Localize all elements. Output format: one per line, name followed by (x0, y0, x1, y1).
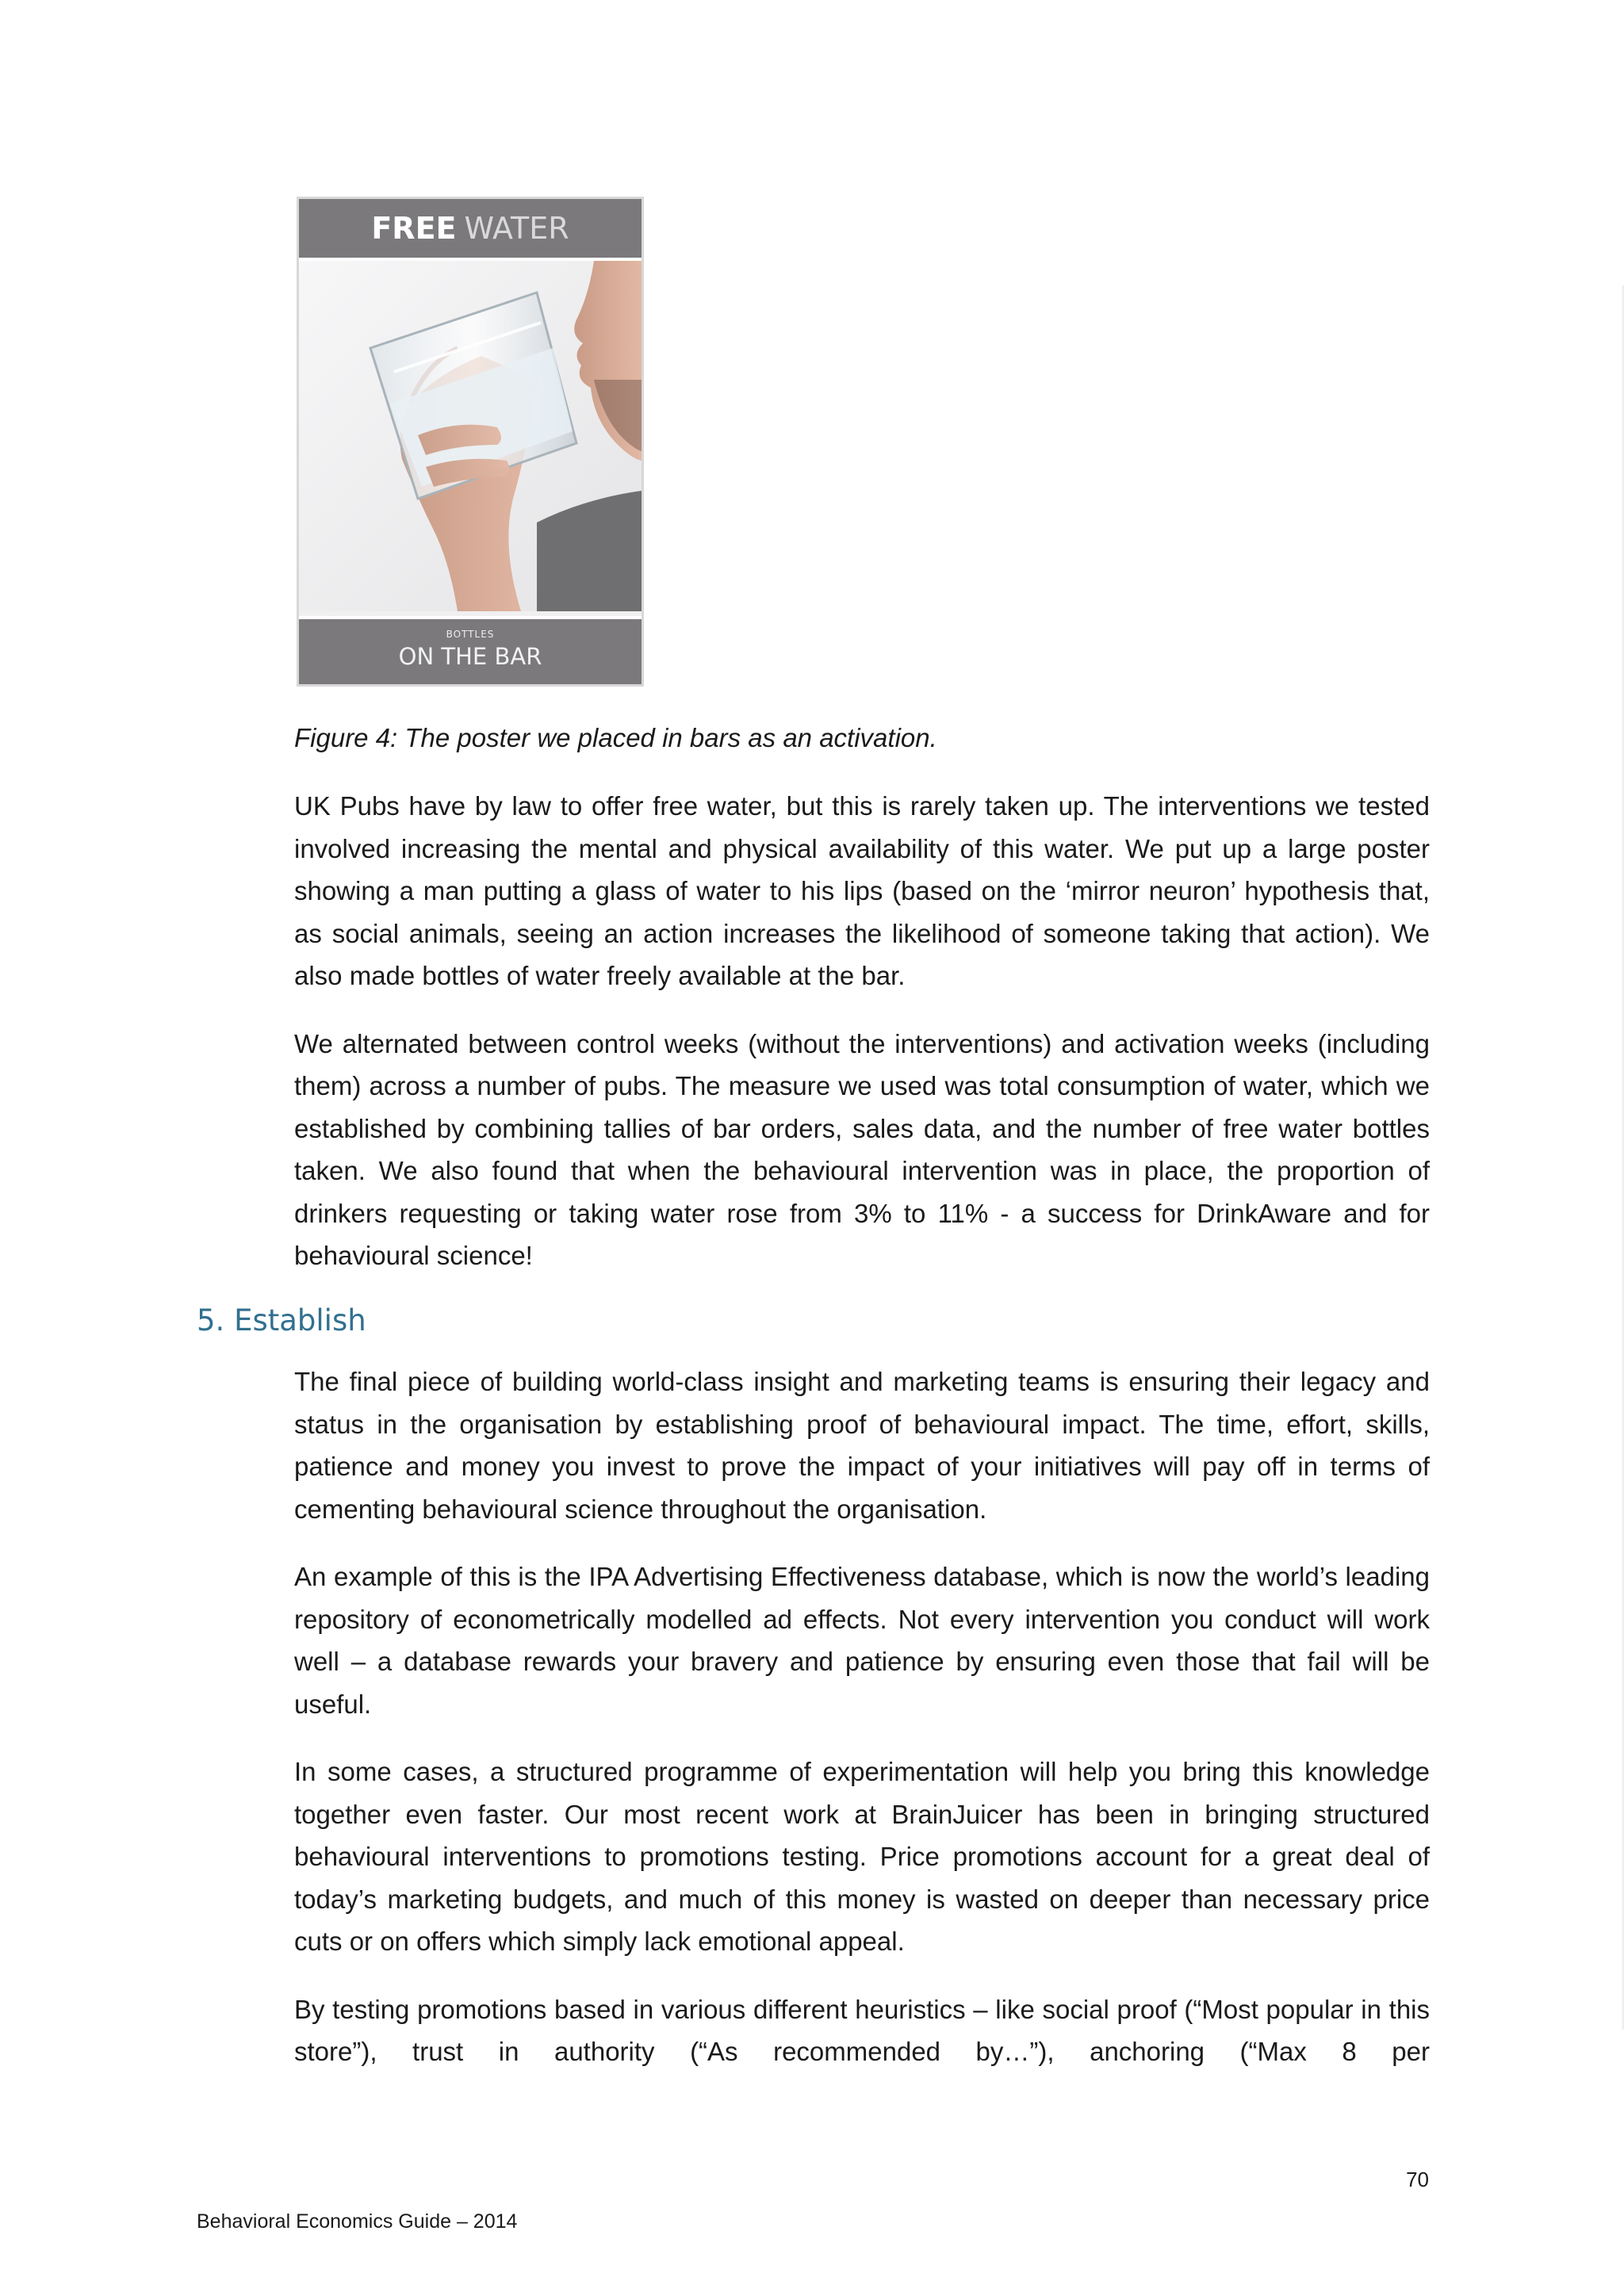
paragraph: By testing promotions based in various different heuristics – like social proof (“Most popular in this store”), trust in authority (“As recommended by…”), anchoring (“Max 8 per (294, 1994, 1430, 2066)
paragraph: UK Pubs have by law to offer free water, but this is rarely taken up. The interventions we tested involved increasing the mental and physical availability of this water. We put up a large poster showing a man putting a glass of water to his lips (based on the ‘mirror neuron’ hypothesis that, as social animals, seeing an action increases the likelihood of someone taking that action). We also made bottles of water freely available at the bar. (294, 791, 1430, 990)
poster-on-the-bar-label: ON THE BAR (398, 643, 542, 670)
poster-bottom-bar (299, 616, 642, 684)
poster-bottles-label: BOTTLES (446, 629, 495, 640)
paragraph: The final piece of building world-class insight and marketing teams is ensuring their legacy and status in the organisation by establishing proof of behavioural impact. The time, effort, skills, patience and money you invest to prove the impact of your initiatives will pay off in terms of cementing behavioural science throughout the organisation. (294, 1367, 1430, 1524)
free-water-poster (297, 197, 644, 687)
section-1-body (294, 785, 1430, 1303)
paragraph: An example of this is the IPA Advertising Effectiveness database, which is now the world’s leading repository of econometrically modelled ad effects. Not every intervention you conduct will work well – a database rewards your bravery and patience by ensuring even those that fail will be useful. (294, 1562, 1430, 1719)
section-2-body (294, 1360, 1430, 2099)
footer-title: Behavioral Economics Guide – 2014 (197, 2210, 518, 2233)
poster-title-water: WATER (464, 211, 569, 246)
page-edge-shadow (1621, 285, 1624, 2030)
paragraph: In some cases, a structured programme of experimentation will help you bring this knowledge together even faster. Our most recent work at BrainJuicer has been in bringing structured behavioural interventions to promotions testing. Price promotions account for a great deal of today’s marketing budgets, and much of this money is wasted on deeper than necessary price cuts or on offers which simply lack emotional appeal. (294, 1757, 1430, 1956)
section-heading-establish: 5. Establish (197, 1303, 366, 1337)
page-number: 70 (1406, 2168, 1429, 2191)
paragraph: We alternated between control weeks (without the interventions) and activation weeks (including them) across a number of pubs. The measure we used was total consumption of water, which we established by combining tallies of bar orders, sales data, and the number of free water bottles taken. We also found that when the behavioural intervention was in place, the proportion of drinkers requesting or taking water rose from 3% to 11% - a success for DrinkAware and for behavioural science! (294, 1028, 1430, 1270)
poster-title-free: FREE (371, 211, 457, 246)
man-drinking-water-photo (299, 261, 642, 611)
poster-title-bar (299, 199, 642, 261)
figure-caption: Figure 4: The poster we placed in bars as an activation. (294, 723, 937, 752)
